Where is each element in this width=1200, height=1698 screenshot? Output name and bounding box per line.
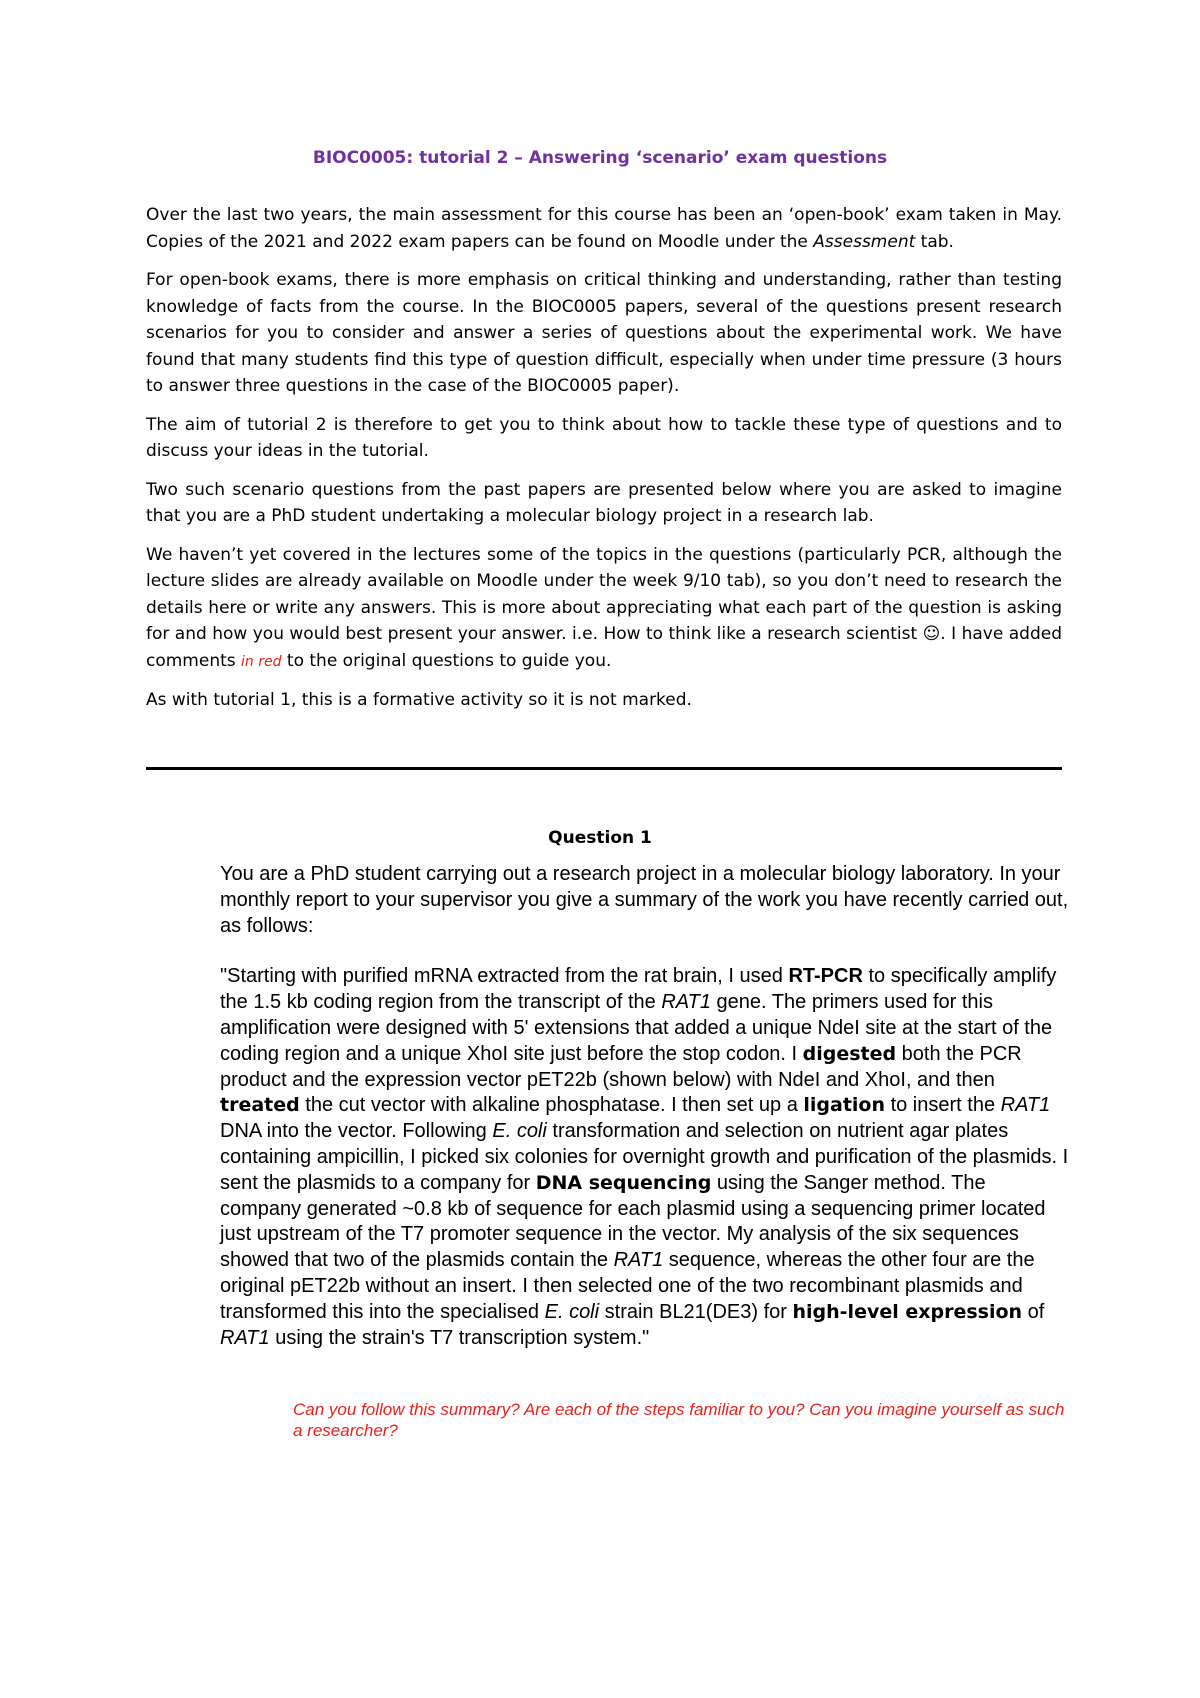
question-1-red-comment: Can you follow this summary? Are each of the steps familiar to you? Can you imagine yourself as such a researcher? xyxy=(293,1400,1065,1440)
quote-text-2: to specifically amplify the 1.5 kb coding region from the transcript of the xyxy=(220,965,1057,1014)
intro-paragraph-1 xyxy=(146,202,1062,255)
quote-bold-digested: digested xyxy=(802,1042,897,1065)
intro-p1-text-a: Over the last two years, the main assessment for this course has been an ‘open-book’ exam taken in May. Copies of the 2021 and 2022 exam papers can be found on Moodle under the xyxy=(146,205,1062,252)
quote-text-7: DNA into the vector. Following xyxy=(220,1120,493,1143)
quote-bold-rtpcr: RT-PCR xyxy=(788,965,863,988)
question-1-body xyxy=(220,862,1070,1351)
intro-paragraph-3: The aim of tutorial 2 is therefore to get you to think about how to tackle these type of questions and to discuss your ideas in the tutorial. xyxy=(146,414,1062,461)
quote-text-4: both the PCR product and the expression vector pET22b (shown below) with NdeI and XhoI, and then xyxy=(220,1042,1022,1091)
intro-p5-text-a: We haven’t yet covered in the lectures some of the topics in the questions (particularly PCR, although the lecture slides are already available on Moodle under the week 9/10 tab), so you don’t need to research the details here or write any answers. This is more about appreciating what each part of the question is asking for and how you would best present your answer. i.e. How to think like a research scientist ☺. I have added comments xyxy=(146,544,1062,671)
intro-p5-red-text: in red xyxy=(241,653,282,670)
intro-p5-text-b: to the original questions to guide you. xyxy=(281,650,612,671)
quote-text-6: to insert the xyxy=(885,1094,1001,1117)
quote-text-12: of xyxy=(1022,1300,1045,1323)
quote-italic-rat1-c: RAT1 xyxy=(613,1249,664,1272)
quote-text-13: using the strain's T7 transcription system." xyxy=(269,1326,650,1349)
intro-paragraph-5 xyxy=(146,542,1062,676)
intro-p1-text-b: tab. xyxy=(915,231,954,252)
quote-text-1: "Starting with purified mRNA extracted from the rat brain, I used xyxy=(220,965,789,988)
quote-italic-ecoli-b: E. coli xyxy=(544,1300,600,1323)
quote-text-9: using the Sanger method. The company generated ~0.8 kb of sequence for each plasmid using a sequencing primer located just upstream of the T7 promoter sequence in the vector. My analysis of the six sequences showed that two of the plasmids contain the xyxy=(220,1171,1046,1272)
question-1-summary-quote xyxy=(220,964,1070,1351)
quote-italic-rat1-d: RAT1 xyxy=(220,1326,270,1349)
quote-text-11: strain BL21(DE3) for xyxy=(599,1300,793,1323)
intro-section xyxy=(146,202,1062,714)
intro-p1-italic: Assessment xyxy=(813,231,916,252)
intro-paragraph-6: As with tutorial 1, this is a formative activity so it is not marked. xyxy=(146,690,692,710)
quote-bold-high-level-expression: high-level expression xyxy=(792,1300,1023,1323)
quote-bold-dna-sequencing: DNA sequencing xyxy=(535,1171,712,1194)
question-1-heading: Question 1 xyxy=(548,828,652,848)
intro-paragraph-4: Two such scenario questions from the past papers are presented below where you are asked to imagine that you are a PhD student undertaking a molecular biology project in a research lab. xyxy=(146,479,1062,526)
quote-text-5: the cut vector with alkaline phosphatase. I then set up a xyxy=(299,1094,804,1117)
section-divider xyxy=(146,767,1062,770)
quote-bold-ligation: ligation xyxy=(803,1094,886,1117)
quote-italic-rat1-b: RAT1 xyxy=(1000,1094,1051,1117)
quote-text-3: gene. The primers used for this amplification were designed with 5' extensions that added a unique NdeI site at the start of the coding region and a unique XhoI site just before the stop codon. I xyxy=(220,991,1053,1065)
quote-italic-rat1-a: RAT1 xyxy=(661,991,711,1014)
question-1-lead: You are a PhD student carrying out a research project in a molecular biology laboratory. In your monthly report to your supervisor you give a summary of the work you have recently carried out, as follows: xyxy=(220,863,1069,937)
document-title: BIOC0005: tutorial 2 – Answering ‘scenario’ exam questions xyxy=(312,148,888,168)
quote-text-10: sequence, whereas the other four are the original pET22b without an insert. I then selected one of the two recombinant plasmids and transformed this into the specialised xyxy=(220,1249,1035,1323)
quote-italic-ecoli-a: E. coli xyxy=(492,1120,547,1143)
quote-bold-treated: treated xyxy=(220,1094,300,1117)
quote-text-8: transformation and selection on nutrient agar plates containing ampicillin, I picked six colonies for overnight growth and purification of the plasmids. I sent the plasmids to a company for xyxy=(220,1120,1069,1194)
intro-paragraph-2: For open-book exams, there is more emphasis on critical thinking and understanding, rather than testing knowledge of facts from the course. In the BIOC0005 papers, several of the questions present research scenarios for you to consider and answer a series of questions about the experimental work. We have found that many students find this type of question difficult, especially when under time pressure (3 hours to answer three questions in the case of the BIOC0005 paper). xyxy=(146,270,1062,396)
